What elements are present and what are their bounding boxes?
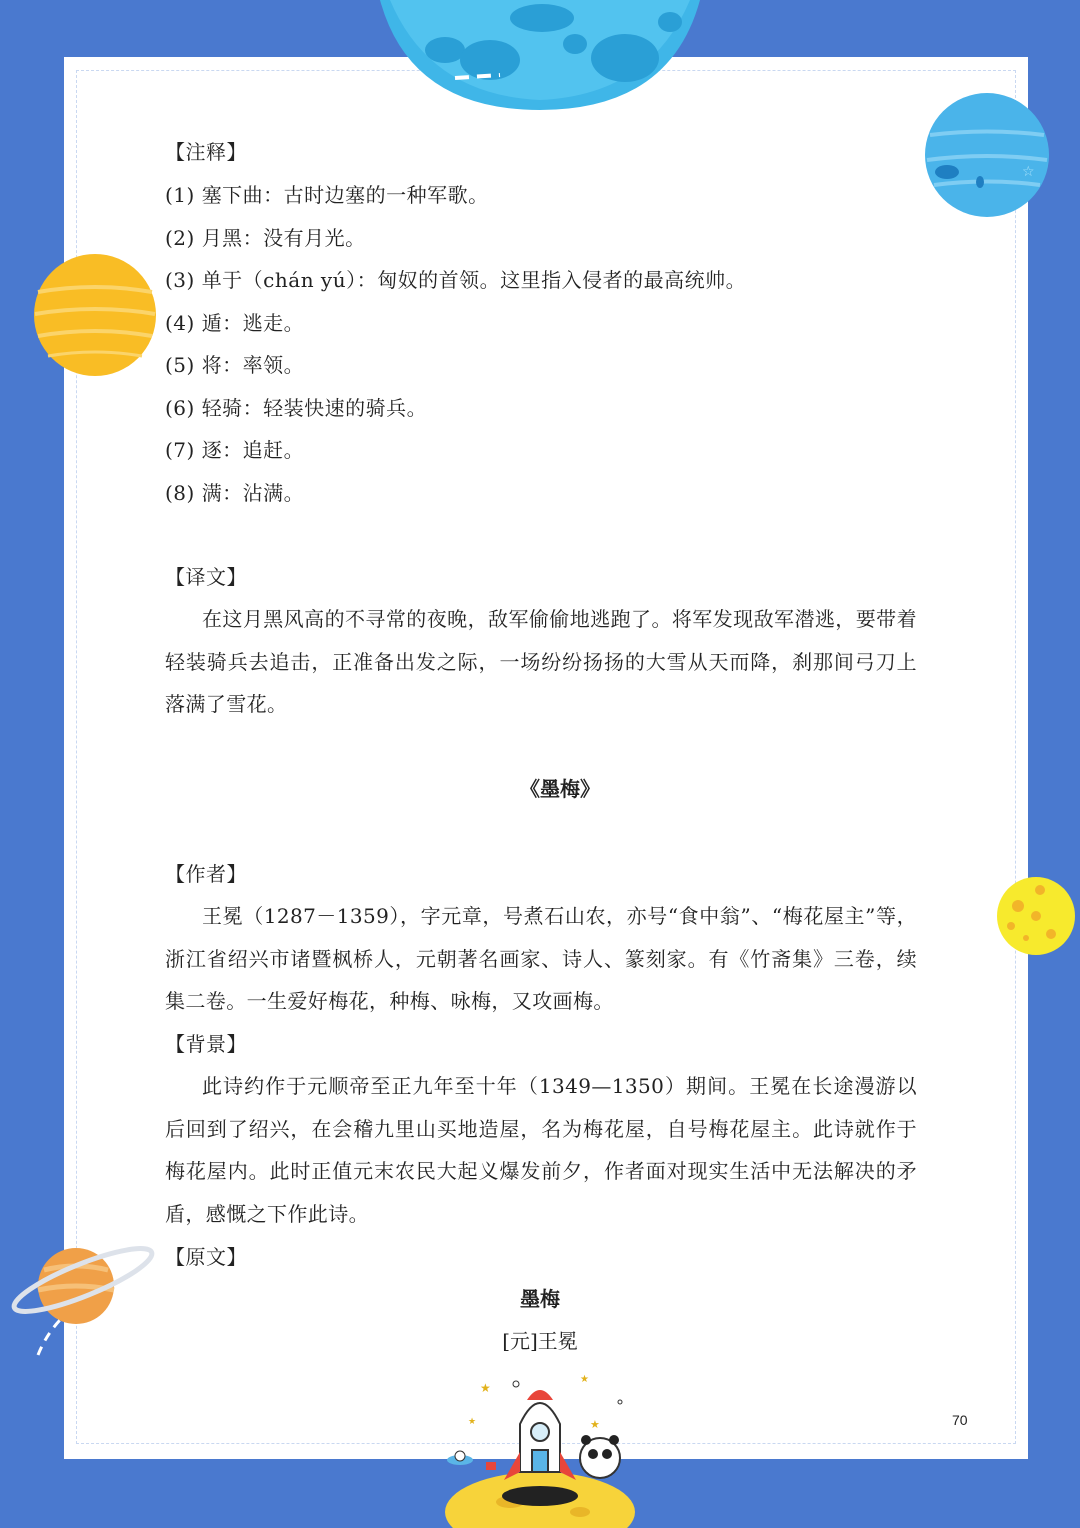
translation-heading: 【译文】 [165,565,247,589]
svg-text:★: ★ [480,1381,491,1395]
page-number: 70 [952,1412,968,1428]
notes-heading: 【注释】 [165,140,247,164]
note-item: (6) 轻骑：轻装快速的骑兵。 [165,396,428,420]
poem-title: 墨梅 [520,1287,560,1311]
note-item: (7) 逐：追赶。 [165,438,305,462]
original-heading: 【原文】 [165,1245,247,1269]
author-heading: 【作者】 [165,862,247,886]
translation-paragraph: 在这月黑风高的不寻常的夜晚，敌军偷偷地逃跑了。将军发现敌军潜逃，要带着轻装骑兵去追击，正准备出发之际，一场纷纷扬扬的大雪从天而降，刹那间弓刀上落满了雪花。 [165,607,917,716]
note-item: (1) 塞下曲：古时边塞的一种军歌。 [165,183,489,207]
svg-text:★: ★ [580,1374,589,1385]
note-item: (4) 遁：逃走。 [165,311,305,335]
poem-author: [元]王冕 [502,1329,578,1353]
background-paragraph: 此诗约作于元顺帝至正九年至十年（1349—1350）期间。王冕在长途漫游以后回到了绍兴，在会稽九里山买地造屋，名为梅花屋，自号梅花屋主。此诗就作于梅花屋内。此时正值元末农民大起义爆发前夕，作者面对现实生活中无法解决的矛盾，感慨之下作此诗。 [165,1074,917,1226]
background-heading: 【背景】 [165,1032,247,1056]
note-item: (2) 月黑：没有月光。 [165,226,366,250]
note-item: (8) 满：沾满。 [165,481,305,505]
author-paragraph: 王冕（1287－1359），字元章，号煮石山农，亦号“食中翁”、“梅花屋主”等，浙江省绍兴市诸暨枫桥人，元朝著名画家、诗人、篆刻家。有《竹斋集》三卷，续集二卷。一生爱好梅花，种梅、咏梅，又攻画梅。 [165,904,917,1013]
svg-text:★: ★ [590,1418,600,1431]
svg-text:★: ★ [468,1417,477,1427]
note-item: (5) 将：率领。 [165,353,305,377]
note-item: (3) 单于（chán yú）：匈奴的首领。这里指入侵者的最高统帅。 [165,268,747,292]
svg-text:☆: ☆ [1022,164,1035,180]
poem-section-title: 《墨梅》 [520,777,600,801]
